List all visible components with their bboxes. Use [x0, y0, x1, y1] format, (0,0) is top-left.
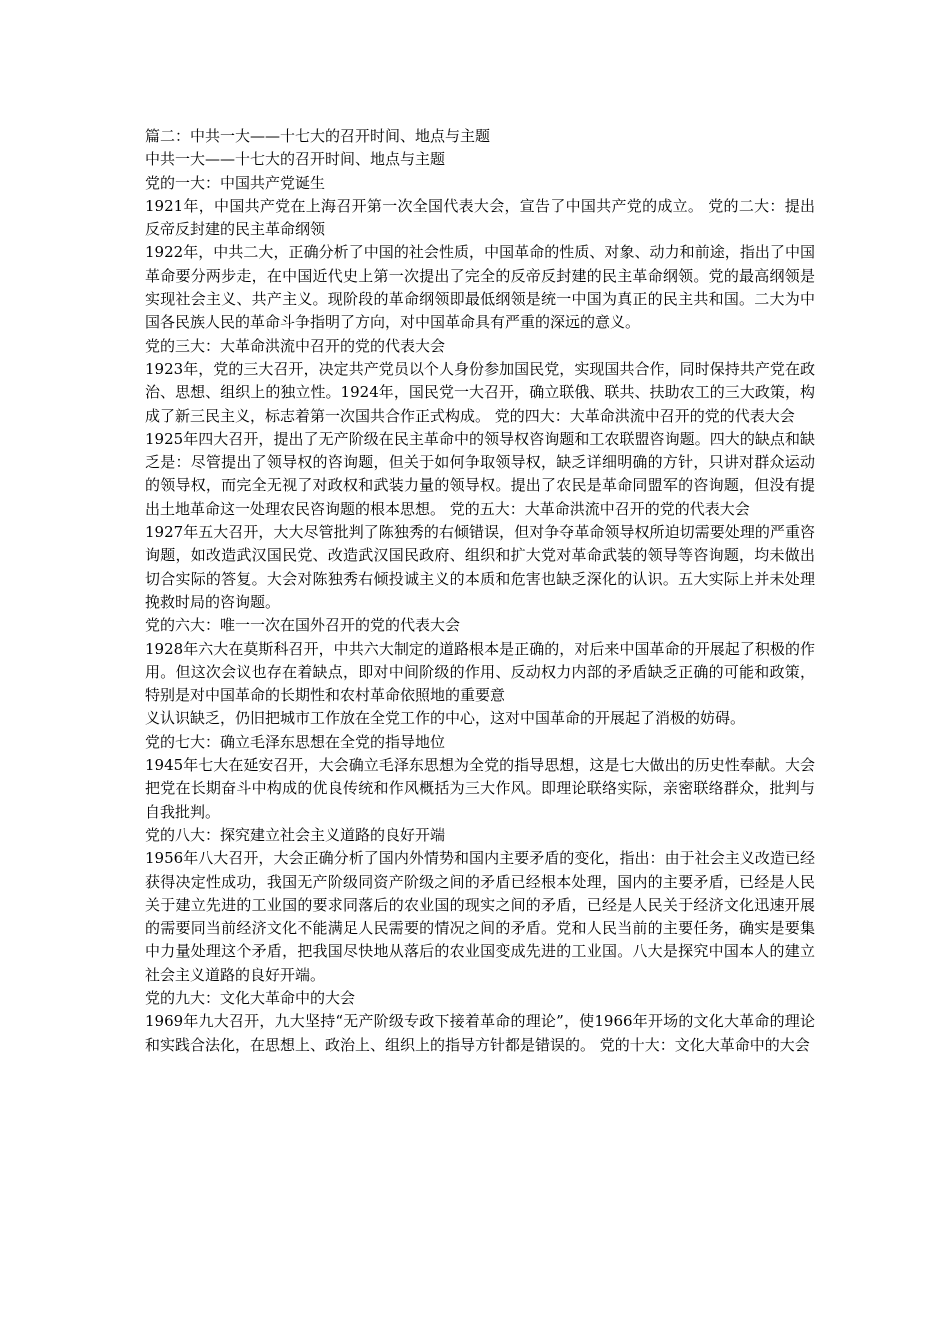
document-body: [145, 125, 815, 1057]
paragraph: 1922年，中共二大，正确分析了中国的社会性质，中国革命的性质、对象、动力和前途，指出了中国革命要分两步走，在中国近代史上第一次提出了完全的反帝反封建的民主革命纲领。党的最高纲领是实现社会主义、共产主义。现阶段的革命纲领即最低纲领是统一中国为真正的民主共和国。二大为中国各民族人民的革命斗争指明了方向，对中国革命具有严重的深远的意义。: [145, 243, 815, 332]
section-heading: 党的三大：大革命洪流中召开的党的代表大会: [145, 336, 446, 355]
paragraph: 1956年八大召开，大会正确分析了国内外情势和国内主要矛盾的变化，指出：由于社会主义改造已经获得决定性成功，我国无产阶级同资产阶级之间的矛盾已经根本处理，国内的主要矛盾，已经是人民关于建立先进的工业国的要求同落后的农业国的现实之间的矛盾，已经是人民关于经济文化迅速开展的需要同当前经济文化不能满足人民需要的情况之间的矛盾。党和人民当前的主要任务，确实是要集中力量处理这个矛盾，把我国尽快地从落后的农业国变成先进的工业国。八大是探究中国本人的建立社会主义道路的良好开端。: [145, 849, 815, 984]
paragraph: 1969年九大召开，九大坚持“无产阶级专政下接着革命的理论”，使1966年开场的文化大革命的理论和实践合法化，在思想上、政治上、组织上的指导方针都是错误的。 党的十大：文化大革命中的大会: [145, 1012, 815, 1054]
paragraph: 义认识缺乏，仍旧把城市工作放在全党工作的中心，这对中国革命的开展起了消极的妨碍。: [145, 709, 746, 728]
section-heading: 党的七大：确立毛泽东思想在全党的指导地位: [145, 732, 446, 751]
document-subtitle: 中共一大——十七大的召开时间、地点与主题: [145, 150, 446, 169]
paragraph: 1945年七大在延安召开，大会确立毛泽东思想为全党的指导思想，这是七大做出的历史性奉献。大会把党在长期奋斗中构成的优良传统和作风概括为三大作风。即理论联络实际，亲密联络群众，批判与自我批判。: [145, 756, 815, 821]
paragraph: 1928年六大在莫斯科召开，中共六大制定的道路根本是正确的，对后来中国革命的开展起了积极的作用。但这次会议也存在着缺点，即对中间阶级的作用、反动权力内部的矛盾缺乏正确的可能和政策，特别是对中国革命的长期性和农村革命依照地的重要意: [145, 639, 815, 705]
section-heading: 党的八大：探究建立社会主义道路的良好开端: [145, 825, 446, 844]
section-heading: 党的一大：中国共产党诞生: [145, 173, 326, 192]
paragraph: 1921年，中国共产党在上海召开第一次全国代表大会，宣告了中国共产党的成立。 党的二大：提出反帝反封建的民主革命纲领: [145, 196, 815, 239]
document-title: 篇二：中共一大——十七大的召开时间、地点与主题: [145, 127, 491, 145]
paragraph: 1925年四大召开，提出了无产阶级在民主革命中的领导权咨询题和工农联盟咨询题。四大的缺点和缺乏是：尽管提出了领导权的咨询题，但关于如何争取领导权，缺乏详细明确的方针，只讲对群众运动的领导权，而完全无视了对政权和武装力量的领导权。提出了农民是革命同盟军的咨询题，但没有提出土地革命这一处理农民咨询题的根本思想。 党的五大：大革命洪流中召开的党的代表大会: [145, 429, 815, 518]
paragraph: 1923年，党的三大召开，决定共产党员以个人身份参加国民党，实现国共合作，同时保持共产党在政治、思想、组织上的独立性。1924年，国民党一大召开，确立联俄、联共、扶助农工的三大政策，构成了新三民主义，标志着第一次国共合作正式构成。 党的四大：大革命洪流中召开的党的代表大会: [145, 359, 815, 425]
section-heading: 党的九大：文化大革命中的大会: [145, 988, 356, 1007]
section-heading: 党的六大：唯一一次在国外召开的党的代表大会: [145, 616, 461, 635]
paragraph: 1927年五大召开，大大尽管批判了陈独秀的右倾错误，但对争夺革命领导权所迫切需要处理的严重咨询题，如改造武汉国民党、改造武汉国民政府、组织和扩大党对革命武装的领导等咨询题，均未做出切合实际的答复。大会对陈独秀右倾投诚主义的本质和危害也缺乏深化的认识。五大实际上并未处理挽救时局的咨询题。: [145, 523, 815, 611]
